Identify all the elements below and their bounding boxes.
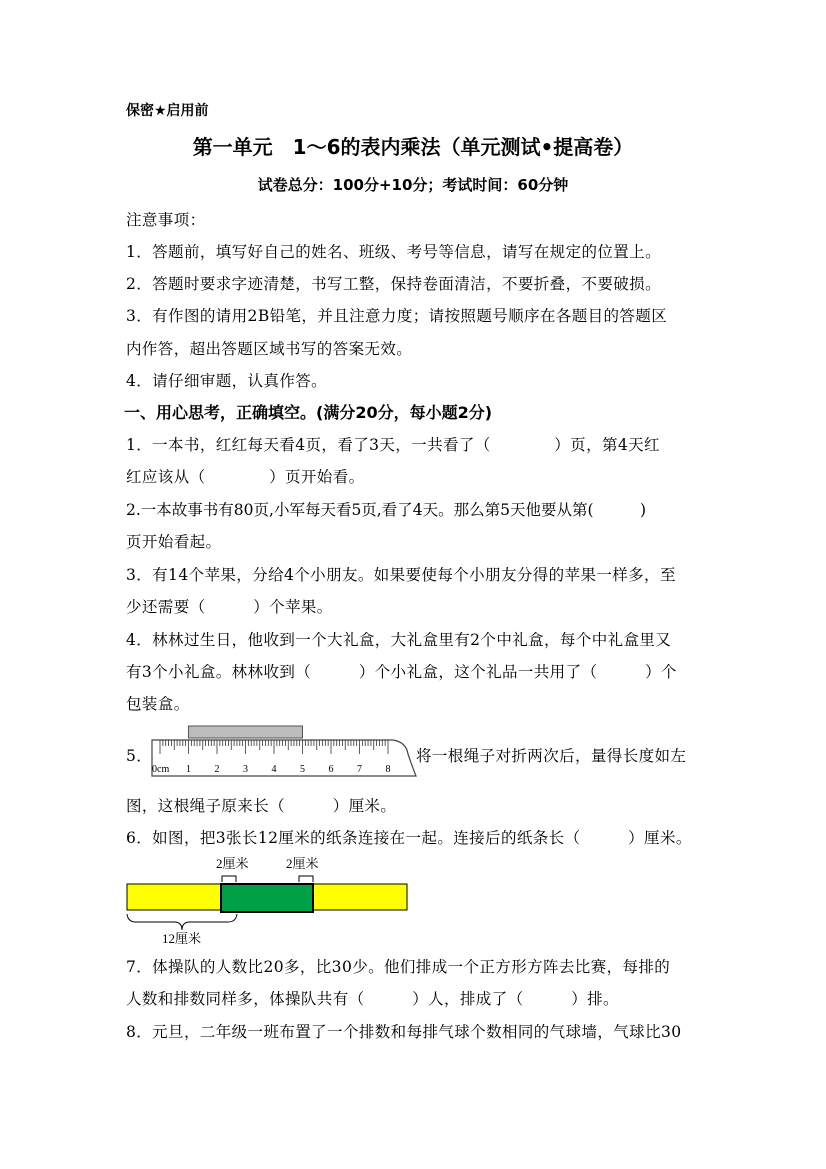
question-2-line-2: 页开始看起。 [126,533,222,551]
strip-figure [124,852,414,948]
rope-bar [189,726,303,738]
question-3-line-1: 3．有14个苹果，分给4个小朋友。如果要使每个小朋友分得的苹果一样多，至 [126,566,676,584]
question-5-line-1: 将一根绳子对折两次后，量得长度如左 [416,747,687,765]
question-1-line-2: 红应该从（ ）页开始看。 [126,468,365,486]
overlap-label-2: 2厘米 [286,856,319,871]
middle-strip [221,884,313,912]
note-item: 4．请仔细审题，认真作答。 [126,372,328,390]
notes-heading: 注意事项： [126,211,206,229]
length-brace [127,914,237,930]
ruler-figure [148,724,420,780]
overlap-label-1: 2厘米 [216,856,249,871]
overlap-brace-2 [299,876,313,882]
question-2-line-1: 2.一本故事书有80页,小军每天看5页,看了4天。那么第5天他要从第( ) [126,501,647,519]
note-item: 1．答题前，填写好自己的姓名、班级、考号等信息，请写在规定的位置上。 [126,243,661,261]
page-subtitle: 试卷总分：100分+10分；考试时间：60分钟 [257,176,569,194]
question-3-line-2: 少还需要（ ）个苹果。 [126,598,333,616]
question-4-line-3: 包装盒。 [126,695,190,713]
overlap-brace-1 [222,876,236,882]
question-1-line-1: 1．一本书，红红每天看4页，看了3天，一共看了（ ）页，第4天红 [126,436,660,454]
section-heading: 一、用心思考，正确填空。(满分20分，每小题2分) [124,403,493,422]
ruler-tick-label: 1 [186,764,191,775]
note-item: 内作答，超出答题区域书写的答案无效。 [126,340,413,358]
ruler-tick-label: 6 [328,764,334,775]
ruler-tick-label: 7 [357,764,362,775]
note-item: 2．答题时要求字迹清楚，书写工整，保持卷面清洁，不要折叠，不要破损。 [126,275,661,293]
question-7-line-1: 7．体操队的人数比20多，比30少。他们排成一个正方形方阵去比赛，每排的 [126,958,671,976]
ruler-tick-label: 3 [243,764,248,775]
question-5-number: 5． [126,747,153,765]
question-4-line-2: 有3个小礼盒。林林收到（ ）个小礼盒，这个礼品一共用了（ ）个 [126,663,677,681]
ruler-tick-label: 5 [300,764,305,775]
note-item: 3．有作图的请用2B铅笔，并且注意力度；请按照题号顺序在各题目的答题区 [126,307,668,325]
question-7-line-2: 人数和排数同样多，体操队共有（ ）人，排成了（ ）排。 [126,990,619,1008]
ruler-tick-label: 4 [271,764,277,775]
question-6-line-1: 6．如图，把3张长12厘米的纸条连接在一起。连接后的纸条长（ ）厘米。 [126,829,692,847]
length-label: 12厘米 [162,931,202,946]
confidential-label: 保密★启用前 [126,103,209,119]
page-title: 第一单元 1～6的表内乘法（单元测试•提高卷） [192,135,634,159]
question-4-line-1: 4．林林过生日，他收到一个大礼盒，大礼盒里有2个中礼盒，每个中礼盒里又 [126,631,672,649]
question-8-line-1: 8．元旦，二年级一班布置了一个排数和每排气球个数相同的气球墙，气球比30 [126,1023,682,1041]
ruler-unit-label: 0cm [152,764,170,775]
ruler-tick-label: 8 [385,764,391,775]
ruler-tick-label: 2 [214,764,220,775]
question-5-line-2: 图，这根绳子原来长（ ）厘米。 [126,797,397,815]
right-strip [298,884,407,910]
